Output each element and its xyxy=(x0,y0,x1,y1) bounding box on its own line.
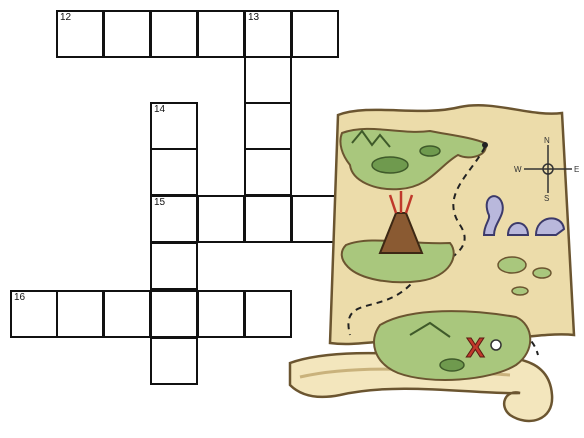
crossword-cell[interactable] xyxy=(150,337,198,385)
crossword-cell[interactable] xyxy=(291,10,339,58)
crossword-cell[interactable] xyxy=(150,102,198,150)
crossword-cell[interactable] xyxy=(10,290,58,338)
crossword-cell[interactable] xyxy=(150,10,198,58)
compass-e: E xyxy=(574,165,580,174)
crossword-cell[interactable] xyxy=(103,10,151,58)
crossword-cell[interactable] xyxy=(197,290,245,338)
compass-s: S xyxy=(544,194,550,203)
clue-number-12: 12 xyxy=(60,12,72,23)
treasure-x-mark: X xyxy=(466,332,485,363)
clue-number-13: 13 xyxy=(248,12,260,23)
crossword-cell[interactable] xyxy=(244,10,292,58)
crossword-cell[interactable] xyxy=(150,195,198,243)
crossword-cell[interactable] xyxy=(150,242,198,290)
crossword-cell[interactable] xyxy=(56,290,104,338)
compass-w: W xyxy=(514,165,522,174)
clue-number-16: 16 xyxy=(14,292,26,303)
treasure-map-illustration xyxy=(280,95,584,435)
crossword-cell[interactable] xyxy=(150,290,198,338)
clue-number-15: 15 xyxy=(154,197,166,208)
compass-n: N xyxy=(544,136,550,145)
crossword-cell[interactable] xyxy=(103,290,151,338)
crossword-cell[interactable] xyxy=(150,148,198,196)
crossword-cell[interactable] xyxy=(197,195,245,243)
crossword-cell[interactable] xyxy=(197,10,245,58)
clue-number-14: 14 xyxy=(154,104,166,115)
crossword-cell[interactable] xyxy=(56,10,104,58)
